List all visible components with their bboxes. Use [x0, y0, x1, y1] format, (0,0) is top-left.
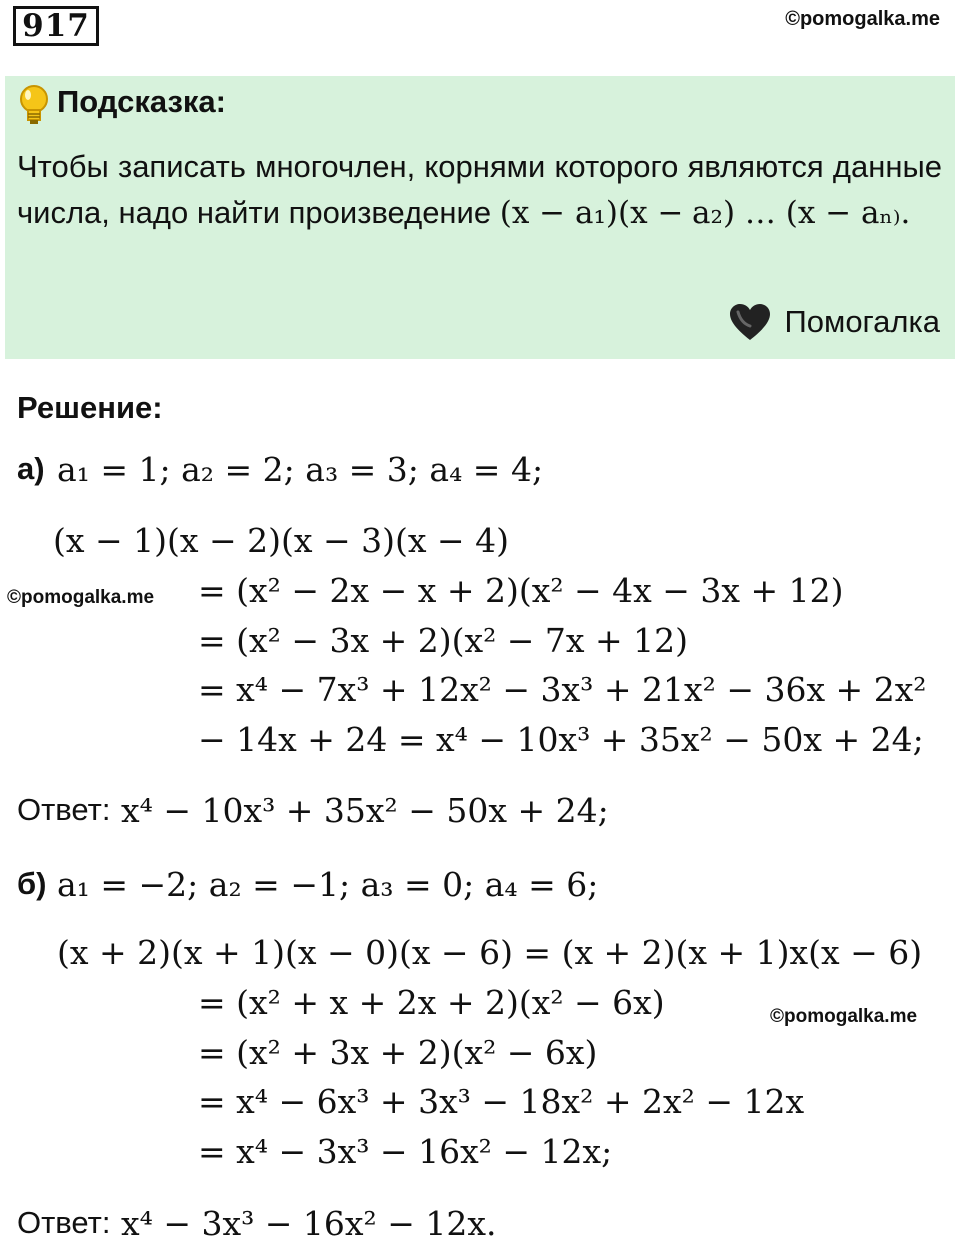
part-b-given: a₁ = −2; a₂ = −1; a₃ = 0; a₄ = 6; [57, 865, 599, 904]
part-a-answer-label: Ответ: [17, 792, 111, 827]
part-a-given: a₁ = 1; a₂ = 2; a₃ = 3; a₄ = 4; [57, 450, 544, 489]
watermark-mid-right: ©pomogalka.me [770, 1006, 918, 1027]
solution-title: Решение: [17, 390, 163, 425]
brand-name: Помогалка [784, 304, 940, 339]
part-a-line-4: = x⁴ − 7x³ + 12x² − 3x³ + 21x² − 36x + 2x² [198, 670, 927, 709]
part-b-line-5: = x⁴ − 3x³ − 16x² − 12x; [198, 1132, 613, 1171]
part-b-line-3: = (x² + 3x + 2)(x² − 6x) [198, 1033, 598, 1072]
part-a-answer: x⁴ − 10x³ + 35x² − 50x + 24; [121, 791, 609, 830]
problem-number: 917 [13, 6, 99, 46]
brand [728, 302, 940, 342]
hint-sentence: Чтобы записать многочлен, корнями которого являются данные числа, надо найти произведение [17, 149, 942, 230]
part-a-line-3: = (x² − 3x + 2)(x² − 7x + 12) [198, 621, 689, 660]
watermark-mid-left: ©pomogalka.me [7, 587, 155, 608]
hint-title: Подсказка: [57, 84, 226, 119]
part-b-answer: x⁴ − 3x³ − 16x² − 12x. [121, 1204, 497, 1243]
part-a-label: а) [17, 451, 45, 486]
part-b-answer-label: Ответ: [17, 1205, 111, 1240]
lightbulb-icon [17, 84, 51, 126]
part-b-line-4: = x⁴ − 6x³ + 3x³ − 18x² + 2x² − 12x [198, 1082, 805, 1121]
part-a-line-5: − 14x + 24 = x⁴ − 10x³ + 35x² − 50x + 24; [198, 720, 924, 759]
part-b-label: б) [17, 866, 47, 901]
part-a-line-2: = (x² − 2x − x + 2)(x² − 4x − 3x + 12) [198, 571, 844, 610]
hint-formula-line-2: a₂) … (x − aₙ₎. [692, 195, 911, 231]
part-b-line-2: = (x² + x + 2x + 2)(x² − 6x) [198, 983, 665, 1022]
part-b-line-1: (x + 2)(x + 1)(x − 0)(x − 6) = (x + 2)(x + 1)x(x − 6) [57, 933, 923, 972]
hint-formula-line-1: (x − a₁)(x − [499, 195, 684, 231]
watermark-top: ©pomogalka.me [785, 8, 940, 30]
part-a-line-1: (x − 1)(x − 2)(x − 3)(x − 4) [53, 521, 509, 560]
hint-text [17, 144, 942, 236]
heart-icon [728, 302, 772, 342]
